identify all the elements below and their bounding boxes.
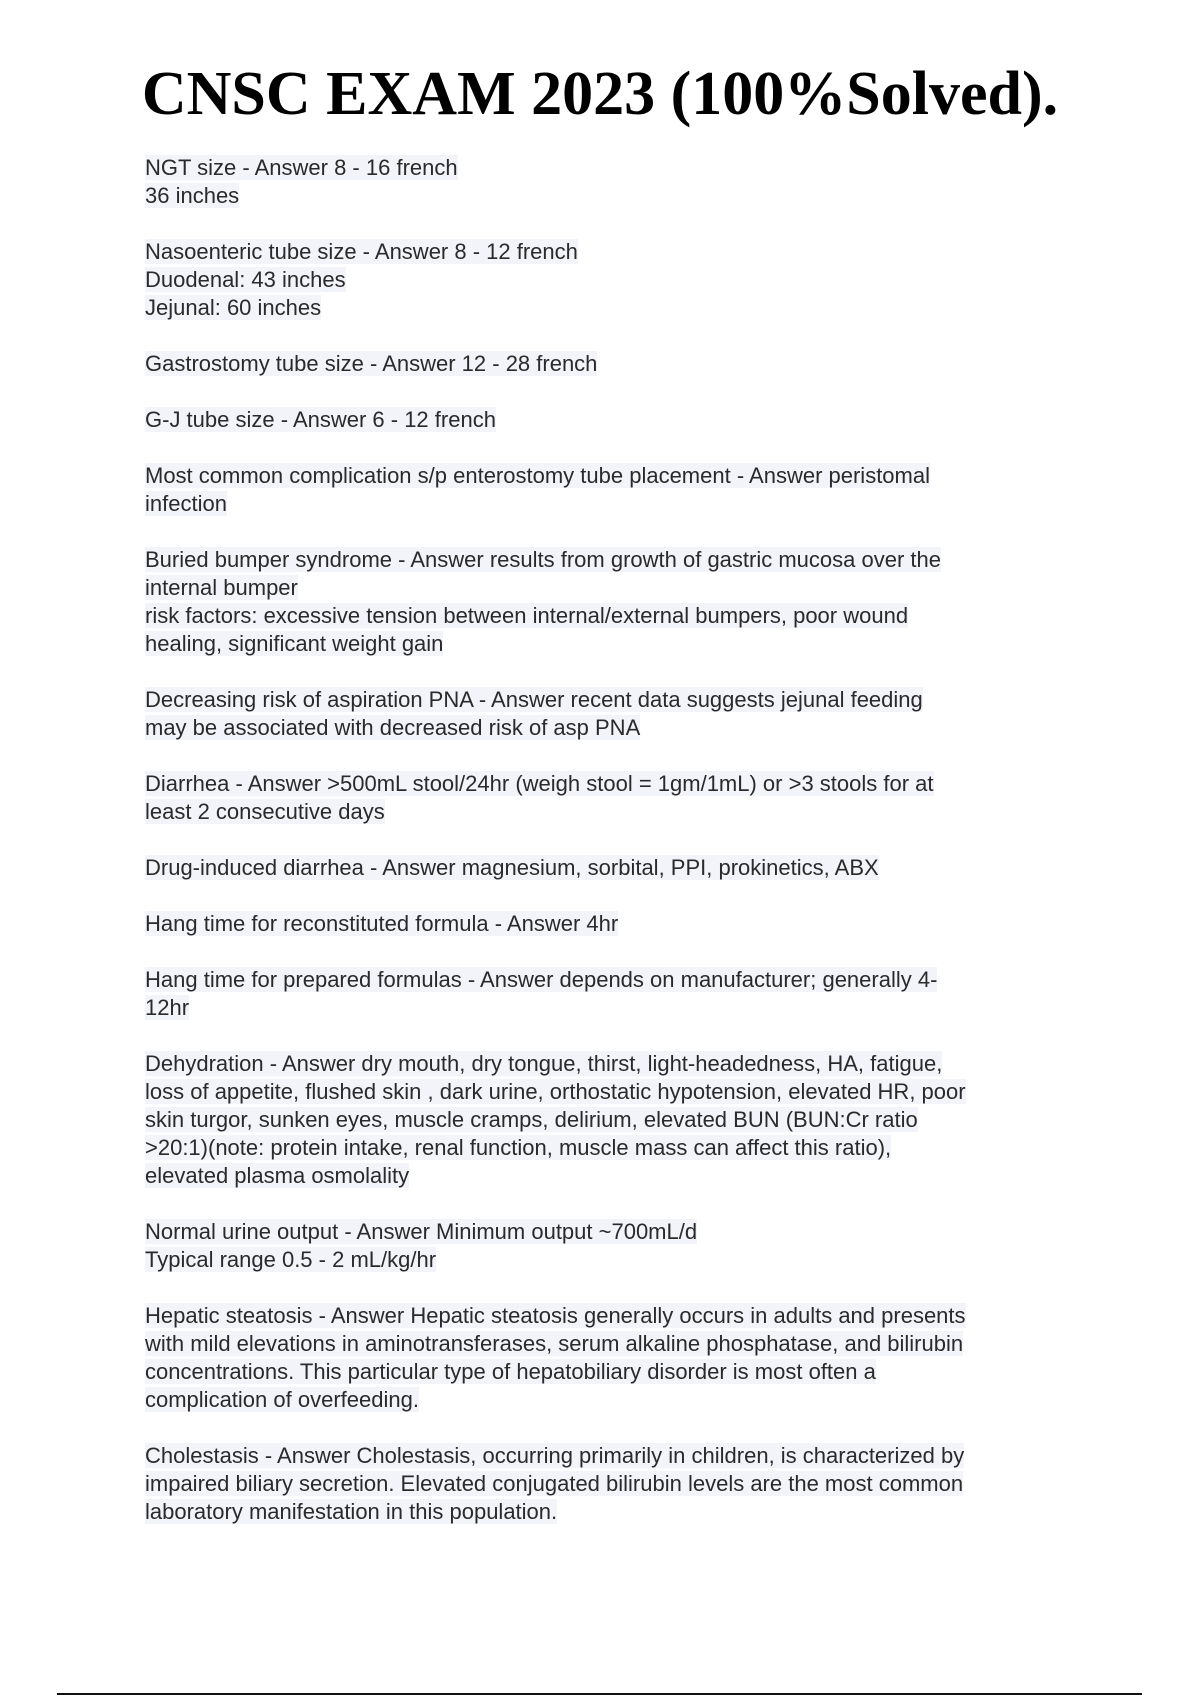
qa-line xyxy=(145,574,1075,602)
qa-line-text: NGT size - Answer 8 - 16 french xyxy=(145,155,458,180)
qa-entry xyxy=(145,350,1075,378)
qa-line-text: 36 inches xyxy=(145,183,240,208)
qa-line xyxy=(145,798,1075,826)
qa-entry xyxy=(145,686,1075,742)
qa-line xyxy=(145,1134,1075,1162)
qa-entry xyxy=(145,910,1075,938)
qa-entry xyxy=(145,546,1075,658)
qa-line-text: Cholestasis - Answer Cholestasis, occurring primarily in children, is characterized by xyxy=(145,1443,965,1468)
qa-list xyxy=(145,154,1075,1554)
qa-line-text: Decreasing risk of aspiration PNA - Answer recent data suggests jejunal feeding xyxy=(145,687,923,712)
qa-line xyxy=(145,1218,1075,1246)
qa-line-text: Diarrhea - Answer >500mL stool/24hr (weigh stool = 1gm/1mL) or >3 stools for at xyxy=(145,771,934,796)
qa-line-text: Duodenal: 43 inches xyxy=(145,267,346,292)
qa-line xyxy=(145,910,1075,938)
qa-line-text: Normal urine output - Answer Minimum output ~700mL/d xyxy=(145,1219,698,1244)
qa-line-text: risk factors: excessive tension between internal/external bumpers, poor wound xyxy=(145,603,909,628)
qa-entry xyxy=(145,154,1075,210)
qa-line-text: G-J tube size - Answer 6 - 12 french xyxy=(145,407,496,432)
qa-line xyxy=(145,1386,1075,1414)
qa-line xyxy=(145,602,1075,630)
qa-line xyxy=(145,238,1075,266)
qa-line-text: laboratory manifestation in this population. xyxy=(145,1499,558,1524)
qa-entry xyxy=(145,1442,1075,1526)
qa-line-text: 12hr xyxy=(145,995,190,1020)
qa-line xyxy=(145,1330,1075,1358)
qa-line xyxy=(145,462,1075,490)
qa-line-text: elevated plasma osmolality xyxy=(145,1163,410,1188)
qa-line-text: internal bumper xyxy=(145,575,298,600)
qa-line xyxy=(145,406,1075,434)
qa-line-text: concentrations. This particular type of hepatobiliary disorder is most often a xyxy=(145,1359,876,1384)
qa-line-text: loss of appetite, flushed skin , dark urine, orthostatic hypotension, elevated HR, poor xyxy=(145,1079,966,1104)
qa-entry xyxy=(145,1050,1075,1190)
qa-entry xyxy=(145,770,1075,826)
qa-line xyxy=(145,1162,1075,1190)
qa-line xyxy=(145,154,1075,182)
qa-line-text: skin turgor, sunken eyes, muscle cramps, delirium, elevated BUN (BUN:Cr ratio xyxy=(145,1107,918,1132)
qa-line-text: Most common complication s/p enterostomy tube placement - Answer peristomal xyxy=(145,463,930,488)
qa-line xyxy=(145,1302,1075,1330)
qa-line-text: Hepatic steatosis - Answer Hepatic steatosis generally occurs in adults and presents xyxy=(145,1303,966,1328)
qa-line-text: Gastrostomy tube size - Answer 12 - 28 french xyxy=(145,351,598,376)
qa-line xyxy=(145,182,1075,210)
qa-line-text: infection xyxy=(145,491,227,516)
qa-line xyxy=(145,994,1075,1022)
qa-line-text: Typical range 0.5 - 2 mL/kg/hr xyxy=(145,1247,437,1272)
qa-entry xyxy=(145,462,1075,518)
qa-line xyxy=(145,546,1075,574)
qa-line-text: may be associated with decreased risk of asp PNA xyxy=(145,715,641,740)
qa-line-text: Dehydration - Answer dry mouth, dry tongue, thirst, light-headedness, HA, fatigue, xyxy=(145,1051,943,1076)
qa-line-text: Drug-induced diarrhea - Answer magnesium, sorbital, PPI, prokinetics, ABX xyxy=(145,855,879,880)
qa-line-text: healing, significant weight gain xyxy=(145,631,444,656)
qa-line-text: with mild elevations in aminotransferases, serum alkaline phosphatase, and bilirubin xyxy=(145,1331,964,1356)
qa-line xyxy=(145,1498,1075,1526)
qa-line-text: >20:1)(note: protein intake, renal function, muscle mass can affect this ratio), xyxy=(145,1135,892,1160)
page-title: CNSC EXAM 2023 (100%Solved). xyxy=(141,60,1059,128)
qa-line xyxy=(145,1050,1075,1078)
qa-line-text: Jejunal: 60 inches xyxy=(145,295,322,320)
qa-line xyxy=(145,1470,1075,1498)
qa-entry xyxy=(145,854,1075,882)
qa-line xyxy=(145,1358,1075,1386)
qa-line xyxy=(145,686,1075,714)
qa-line xyxy=(145,266,1075,294)
qa-line-text: least 2 consecutive days xyxy=(145,799,385,824)
qa-line-text: Hang time for reconstituted formula - Answer 4hr xyxy=(145,911,619,936)
qa-line xyxy=(145,770,1075,798)
qa-entry xyxy=(145,1218,1075,1274)
qa-line xyxy=(145,350,1075,378)
page-bottom-rule xyxy=(57,1693,1142,1695)
qa-line xyxy=(145,294,1075,322)
qa-line xyxy=(145,490,1075,518)
qa-line-text: Hang time for prepared formulas - Answer depends on manufacturer; generally 4- xyxy=(145,967,938,992)
qa-entry xyxy=(145,1302,1075,1414)
qa-entry xyxy=(145,238,1075,322)
qa-line-text: complication of overfeeding. xyxy=(145,1387,419,1412)
qa-line xyxy=(145,1078,1075,1106)
qa-line xyxy=(145,714,1075,742)
qa-line xyxy=(145,1442,1075,1470)
qa-line xyxy=(145,854,1075,882)
qa-line xyxy=(145,1246,1075,1274)
qa-line-text: Nasoenteric tube size - Answer 8 - 12 french xyxy=(145,239,578,264)
qa-line-text: impaired biliary secretion. Elevated conjugated bilirubin levels are the most common xyxy=(145,1471,964,1496)
qa-entry xyxy=(145,966,1075,1022)
qa-line xyxy=(145,630,1075,658)
qa-line-text: Buried bumper syndrome - Answer results from growth of gastric mucosa over the xyxy=(145,547,941,572)
qa-line xyxy=(145,1106,1075,1134)
qa-line xyxy=(145,966,1075,994)
qa-entry xyxy=(145,406,1075,434)
